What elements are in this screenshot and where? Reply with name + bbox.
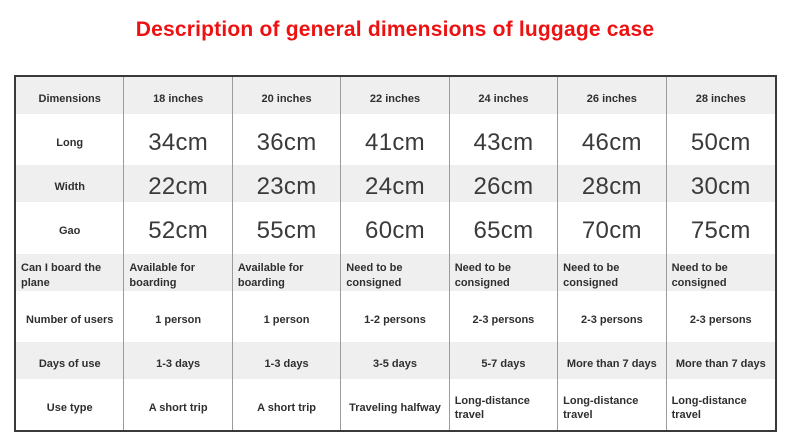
table-cell: 26cm <box>450 165 558 209</box>
table-cell: 60cm <box>341 209 449 253</box>
table-cell: More than 7 days <box>558 342 666 386</box>
column-header: Dimensions <box>16 77 124 121</box>
table-cell: 55cm <box>233 209 341 253</box>
row-label: Number of users <box>16 298 124 342</box>
column-header: 24 inches <box>450 77 558 121</box>
table-cell: 23cm <box>233 165 341 209</box>
page-title: Description of general dimensions of luggage case <box>135 18 655 41</box>
table-cell: Need to be consigned <box>667 254 775 298</box>
table-cell: Long-distance travel <box>671 394 747 421</box>
table-cell: 43cm <box>450 121 558 165</box>
column-header: 26 inches <box>558 77 666 121</box>
table-cell: 28cm <box>558 165 666 209</box>
column-header: 20 inches <box>233 77 341 121</box>
table-cell: 30cm <box>667 165 775 209</box>
table-cell: 1 person <box>124 298 232 342</box>
table-cell: Available for boarding <box>233 254 341 298</box>
table-cell: 2-3 persons <box>689 313 752 326</box>
table-cell: Traveling halfway <box>341 386 449 430</box>
table-cell: Long-distance travel <box>450 386 558 430</box>
row-label: Can I board the plane <box>16 254 124 298</box>
table-cell: Need to be consigned <box>341 254 449 298</box>
table-cell: 75cm <box>690 217 751 245</box>
table-cell: 2-3 persons <box>450 298 558 342</box>
table-cell: 5-7 days <box>450 342 558 386</box>
table-cell: 22cm <box>124 165 232 209</box>
table-cell: 2-3 persons <box>558 298 666 342</box>
table-cell: 50cm <box>690 129 751 157</box>
table-cell: A short trip <box>124 386 232 430</box>
row-label: Days of use <box>16 342 124 386</box>
table-cell: 36cm <box>233 121 341 165</box>
dimensions-table <box>14 75 777 432</box>
table-cell: Available for boarding <box>124 254 232 298</box>
table-cell: 41cm <box>341 121 449 165</box>
table-cell: More than 7 days <box>667 342 775 386</box>
table-cell: 34cm <box>124 121 232 165</box>
table-cell: 1-2 persons <box>341 298 449 342</box>
table-cell: Need to be consigned <box>450 254 558 298</box>
table-cell: 1-3 days <box>124 342 232 386</box>
table-cell: Need to be consigned <box>558 254 666 298</box>
table-cell: 1 person <box>233 298 341 342</box>
table-cell: 24cm <box>341 165 449 209</box>
table-cell: 65cm <box>450 209 558 253</box>
table-cell: 70cm <box>558 209 666 253</box>
row-label: Width <box>16 165 124 209</box>
row-label: Long <box>16 121 124 165</box>
table-cell: 1-3 days <box>233 342 341 386</box>
table-cell: 3-5 days <box>341 342 449 386</box>
row-label: Gao <box>16 209 124 253</box>
column-header: 28 inches <box>667 77 775 121</box>
table-cell: 52cm <box>124 209 232 253</box>
column-header: 22 inches <box>341 77 449 121</box>
table-cell: Long-distance travel <box>558 386 666 430</box>
column-header: 18 inches <box>124 77 232 121</box>
table-cell: A short trip <box>233 386 341 430</box>
table-cell: 46cm <box>558 121 666 165</box>
row-label: Use type <box>16 386 124 430</box>
